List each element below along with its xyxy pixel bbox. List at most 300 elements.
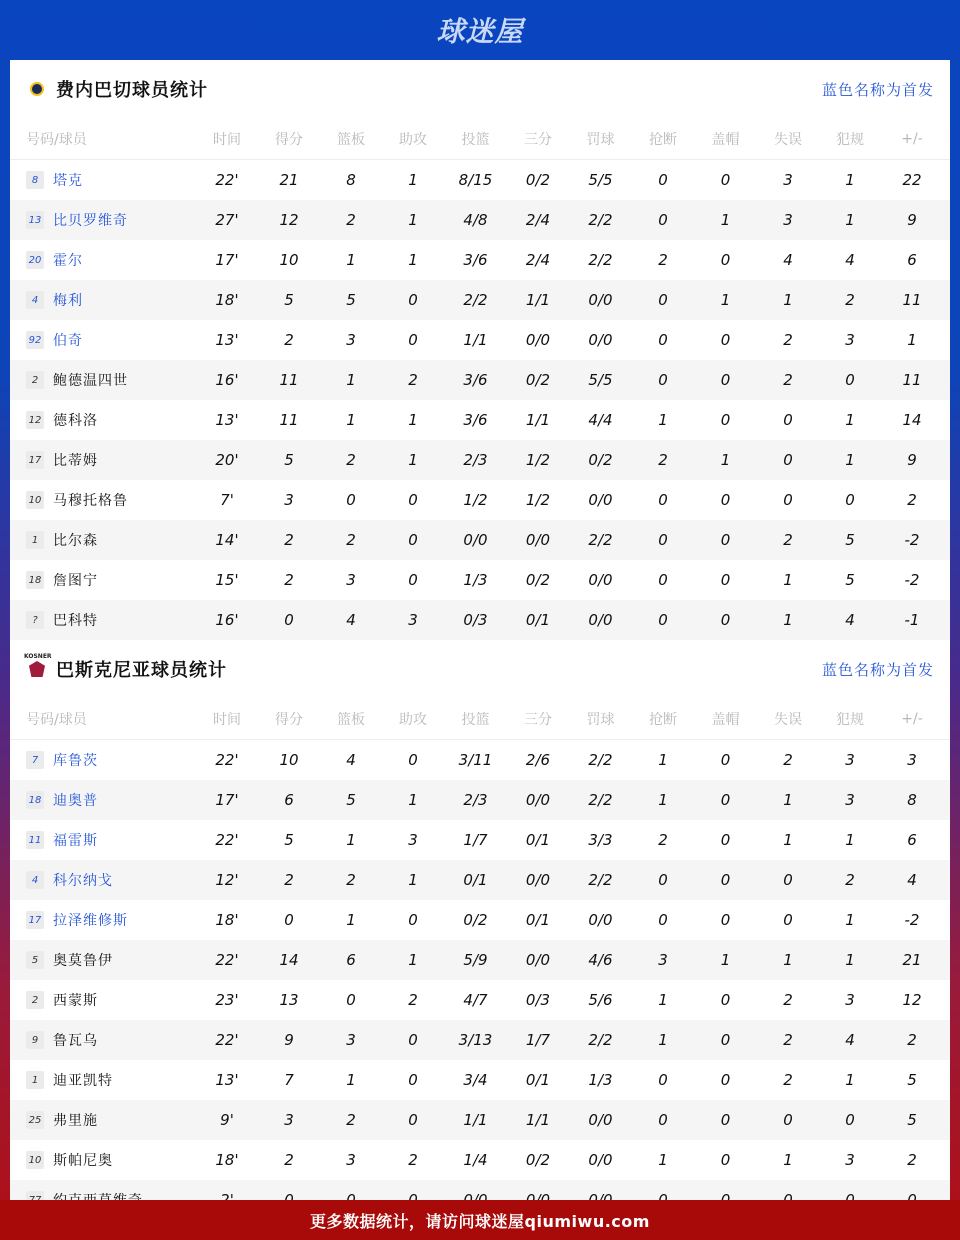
stat-cell: 1 [346,831,356,849]
player-cell [26,290,196,310]
stats-card [10,60,950,1200]
team-section [10,640,950,1220]
column-header[interactable]: 失误 [774,711,802,728]
player-name[interactable]: 迪亚凯特 [53,1073,113,1089]
stat-cell: 9' [220,1111,234,1129]
stat-cell: 1/2 [525,491,551,509]
stat-cell: -1 [904,611,920,629]
player-name[interactable]: 鲁瓦乌 [53,1033,98,1049]
table-row [10,860,950,900]
stat-cell: 1 [658,791,668,809]
column-header[interactable]: 罚球 [586,711,615,728]
stat-cell: 0/1 [525,831,551,849]
stat-cell: 0/0 [525,331,551,349]
stat-cell: 0/0 [588,331,613,349]
table-row [10,160,950,200]
player-cell [26,1070,196,1090]
stat-cell: 22 [902,171,922,189]
stat-cell: 0 [658,871,668,889]
stat-cell: 0/2 [525,571,551,589]
player-name[interactable]: 詹图宁 [53,573,98,589]
stat-cell: 16' [215,611,239,629]
table-row [10,400,950,440]
column-header[interactable]: 投篮 [461,131,490,148]
team-stats-title: 费内巴切球员统计 [56,80,208,101]
stat-cell: 3 [783,171,793,189]
column-header[interactable]: 盖帽 [711,131,740,148]
stat-cell: 5 [845,531,855,549]
stat-cell: 1 [408,451,418,469]
player-name[interactable]: 伯奇 [53,333,83,349]
footer-banner [0,1200,960,1240]
stat-cell: 1 [346,371,356,389]
player-name[interactable]: 梅利 [53,293,83,309]
player-cell [26,1110,196,1130]
stat-cell: 0/1 [525,911,551,929]
column-header[interactable]: +/- [901,710,923,727]
column-header[interactable]: +/- [901,130,923,147]
column-header[interactable]: 抢断 [649,711,677,728]
stat-cell: 2 [783,1071,793,1089]
stat-cell: 1 [783,791,793,809]
stat-cell: 0 [408,571,418,589]
team-stats-title: 巴斯克尼亚球员统计 [56,660,227,681]
column-header[interactable]: 投篮 [461,711,490,728]
stat-cell: 0 [720,751,731,769]
column-header[interactable]: 犯规 [836,131,864,148]
stat-cell: 0/0 [525,531,551,549]
stat-cell: 0/2 [463,911,488,929]
stat-cell: 22' [215,171,239,189]
stat-cell: 1 [783,571,793,589]
stat-cell: 5 [845,571,855,589]
stat-cell: 3 [284,1111,294,1129]
stat-cell: 4/4 [588,411,613,429]
stat-cell: 0/0 [588,611,613,629]
stat-cell: 1 [845,911,855,929]
badge-text: KOSNER [24,653,52,660]
stat-cell: 0 [845,1111,855,1129]
stat-cell: 1/1 [463,331,488,349]
stat-cell: 0 [720,371,731,389]
stat-cell: 1/4 [463,1151,488,1169]
stat-cell: 2 [907,1031,917,1049]
stat-cell: 2 [658,831,668,849]
player-name[interactable]: 霍尔 [53,253,83,269]
column-header[interactable]: 三分 [524,131,552,148]
stat-cell: 8 [907,791,917,809]
stat-cell: 4/6 [588,951,613,969]
stat-cell: 0 [720,791,731,809]
stat-cell: 1 [845,171,855,189]
jersey-number: 4 [26,871,44,889]
stat-cell: 3 [845,751,855,769]
stat-cell: 0 [658,571,668,589]
stat-cell: 2 [284,1151,294,1169]
stat-cell: 2 [284,571,294,589]
stat-cell: 3 [845,791,855,809]
stat-cell: 2/4 [525,251,551,269]
stat-cell: 8/15 [458,171,493,189]
table-row [10,1060,950,1100]
stat-cell: 1 [720,291,731,309]
player-cell [26,830,196,850]
stat-cell: 1/3 [463,571,488,589]
column-header[interactable]: 失误 [774,131,802,148]
table-row [10,780,950,820]
stat-cell: 12 [902,991,922,1009]
stat-cell: 0/3 [463,611,488,629]
stat-cell: 1 [346,411,356,429]
table-row [10,1100,950,1140]
stat-cell: 18' [215,911,239,929]
site-logo: 球迷屋 [436,15,524,48]
stat-cell: 5 [346,291,356,309]
player-name[interactable]: 福雷斯 [53,833,98,849]
player-name[interactable]: 比贝罗维奇 [53,213,128,229]
stat-cell: 9 [907,211,917,229]
column-header[interactable]: 号码/球员 [26,711,87,728]
stat-cell: 0 [720,911,731,929]
player-cell [26,490,196,510]
table-row [10,940,950,980]
jersey-number: 17 [26,911,44,929]
stat-cell: 2 [346,531,356,549]
column-header[interactable]: 罚球 [586,131,615,148]
stat-cell: 17' [215,791,239,809]
stat-cell: 1/2 [463,491,488,509]
column-header[interactable]: 时间 [213,711,241,728]
stat-cell: 3/6 [463,411,488,429]
player-name[interactable]: 弗里施 [53,1113,98,1129]
jersey-number: 25 [26,1111,44,1129]
stat-cell: 21 [279,171,299,189]
table-row [10,240,950,280]
stat-cell: 13' [215,331,239,349]
column-header[interactable]: 篮板 [337,131,365,148]
stat-cell: 0 [720,1031,731,1049]
stat-cell: 0/2 [525,371,551,389]
player-name[interactable]: 拉泽维修斯 [53,913,128,929]
stat-cell: 16' [215,371,239,389]
stat-cell: 3/3 [588,831,613,849]
stat-cell: 1 [845,451,855,469]
player-cell [26,530,196,550]
stat-cell: 2 [346,451,356,469]
stat-cell: 13 [279,991,299,1009]
column-header[interactable]: 助攻 [399,131,427,148]
stat-cell: 1 [907,331,917,349]
stat-cell: 1 [408,871,418,889]
player-cell [26,1030,196,1050]
player-cell [26,1150,196,1170]
table-row [10,360,950,400]
stat-cell: 1 [408,411,418,429]
stat-cell: 0 [720,171,731,189]
jersey-number: 7 [26,751,44,769]
player-name[interactable]: 库鲁茨 [53,753,98,769]
stat-cell: 1/1 [463,1111,488,1129]
stat-cell: 18' [215,291,239,309]
player-name[interactable]: 塔克 [53,173,83,189]
stat-cell: 0/0 [588,291,613,309]
stat-cell: 2 [284,871,294,889]
player-name[interactable]: 西蒙斯 [53,993,98,1009]
stat-cell: 2 [845,291,855,309]
stat-cell: 2 [408,991,418,1009]
stat-cell: 1 [408,211,418,229]
stat-cell: 0/0 [588,1151,613,1169]
section-header [10,60,950,118]
stat-cell: 14' [215,531,239,549]
stat-cell: 0 [783,1111,793,1129]
stat-cell: 1 [783,611,793,629]
stat-cell: 2/4 [525,211,551,229]
stat-cell: 0 [720,1111,731,1129]
player-name[interactable]: 斯帕尼奥 [53,1153,113,1169]
table-row [10,600,950,640]
stat-cell: 2 [845,871,855,889]
fenerbahce-badge-icon [26,76,48,102]
player-cell [26,750,196,770]
stat-cell: 1 [783,291,793,309]
stat-cell: 1/2 [525,451,551,469]
stat-cell: 1 [658,751,668,769]
stat-cell: 1/1 [525,291,551,309]
player-name[interactable]: 奥莫鲁伊 [53,953,113,969]
stat-cell: 0 [720,491,731,509]
stat-cell: 2/2 [588,871,613,889]
column-header[interactable]: 时间 [213,131,241,148]
table-row [10,440,950,480]
stat-cell: 5 [284,831,294,849]
player-name[interactable]: 比蒂姆 [53,453,98,469]
player-name[interactable]: 巴科特 [53,613,98,629]
stat-cell: 3 [408,831,418,849]
stat-cell: 0 [720,991,731,1009]
stat-cell: 1 [845,411,855,429]
stat-cell: 1 [658,991,668,1009]
jersey-number: 5 [26,951,44,969]
stat-cell: 21 [902,951,922,969]
stat-cell: 3 [845,991,855,1009]
jersey-number: 8 [26,171,44,189]
column-header[interactable]: 犯规 [836,711,864,728]
stat-cell: 0 [658,211,668,229]
stat-cell: 2/3 [463,791,488,809]
stat-cell: 2 [408,371,418,389]
stat-cell: 0 [720,411,731,429]
table-row [10,560,950,600]
stat-cell: 11 [902,371,922,389]
stat-cell: 3 [408,611,418,629]
team-title [26,76,208,102]
column-header[interactable]: 得分 [275,711,303,728]
stat-cell: 1 [408,171,418,189]
stat-cell: 0 [346,491,356,509]
stat-cell: 0 [720,1071,731,1089]
stat-cell: 1 [783,1151,793,1169]
stat-cell: 0 [720,571,731,589]
player-name[interactable]: 马穆托格鲁 [53,493,128,509]
stat-cell: 27' [215,211,239,229]
stat-cell: 0 [658,611,668,629]
stat-cell: 2 [346,1111,356,1129]
player-cell [26,410,196,430]
column-header[interactable]: 盖帽 [711,711,740,728]
stat-cell: 1 [346,911,356,929]
player-name[interactable]: 科尔纳戈 [53,873,113,889]
player-cell [26,210,196,230]
jersey-number: 2 [26,991,44,1009]
jersey-number: 1 [26,531,44,549]
column-header[interactable]: 抢断 [649,131,677,148]
stat-cell: 3 [907,751,917,769]
starter-legend: 蓝色名称为首发 [821,80,934,99]
stat-cell: 1 [408,251,418,269]
column-header[interactable]: 号码/球员 [26,131,87,148]
stat-cell: 18' [215,1151,239,1169]
stat-cell: 4 [845,611,855,629]
stat-cell: 10 [279,251,299,269]
stat-cell: 0 [284,911,294,929]
stat-cell: 1 [783,831,793,849]
stat-cell: 0 [720,251,731,269]
stat-cell: 11 [279,411,299,429]
stat-cell: 6 [907,251,917,269]
stat-cell: 2 [284,531,294,549]
stat-cell: 12' [215,871,239,889]
stat-cell: 1 [845,1071,855,1089]
jersey-number: 17 [26,451,44,469]
stat-cell: 1 [658,1151,668,1169]
stat-cell: 0 [658,1111,668,1129]
stat-cell: 0 [720,331,731,349]
stat-cell: 3 [783,211,793,229]
stat-cell: 0 [408,1031,418,1049]
stat-cell: 0 [658,371,668,389]
stat-cell: 0 [783,451,793,469]
jersey-number: 1 [26,1071,44,1089]
stat-cell: 0 [658,291,668,309]
stat-cell: 5/6 [588,991,613,1009]
stat-cell: 0 [408,1071,418,1089]
stat-cell: 3 [658,951,668,969]
stat-cell: 4 [346,751,356,769]
table-row [10,740,950,780]
stat-cell: 4 [346,611,356,629]
stat-cell: -2 [904,571,920,589]
stat-cell: 5 [284,451,294,469]
stat-cell: 0/0 [525,791,551,809]
stat-cell: 0 [658,911,668,929]
player-name[interactable]: 比尔森 [53,533,98,549]
stat-cell: 2/2 [588,251,613,269]
jersey-number: 20 [26,251,44,269]
player-cell [26,950,196,970]
jersey-number: 10 [26,1151,44,1169]
stat-cell: 4/8 [463,211,488,229]
stat-cell: 6 [284,791,294,809]
section-header [10,640,950,698]
stat-cell: 1 [408,951,418,969]
stat-cell: 0/0 [588,571,613,589]
column-header[interactable]: 得分 [275,131,303,148]
player-name[interactable]: 鲍德温四世 [53,373,128,389]
stat-cell: 1/7 [525,1031,551,1049]
stat-cell: 2 [284,331,294,349]
stat-cell: 1 [346,251,356,269]
stat-cell: 2 [658,251,668,269]
stat-cell: 13' [215,1071,239,1089]
stat-cell: 0 [783,411,793,429]
stat-cell: 2 [783,331,793,349]
stat-cell: 1/7 [463,831,488,849]
stat-cell: 3 [845,1151,855,1169]
jersey-number: ? [26,611,44,629]
stat-cell: 2 [907,1151,917,1169]
stat-cell: 4/7 [463,991,488,1009]
jersey-number: 4 [26,291,44,309]
stat-cell: 7 [284,1071,294,1089]
stat-cell: 2 [346,871,356,889]
player-name[interactable]: 迪奥普 [53,793,98,809]
stat-cell: 1 [658,1031,668,1049]
stat-cell: 3 [284,491,294,509]
baskonia-badge-icon [24,653,52,682]
jersey-number: 18 [26,791,44,809]
player-cell [26,450,196,470]
stat-cell: 15' [215,571,239,589]
stat-cell: 0/0 [588,911,613,929]
stat-cell: 0 [658,1071,668,1089]
column-header[interactable]: 助攻 [399,711,427,728]
team-title [24,653,227,682]
column-header[interactable]: 篮板 [337,711,365,728]
stat-cell: 0 [284,611,294,629]
stat-cell: 0/0 [588,1111,613,1129]
stat-cell: 9 [907,451,917,469]
stat-cell: 11 [279,371,299,389]
stat-cell: 0 [408,491,418,509]
top-banner [0,0,960,60]
stat-cell: 5 [907,1111,917,1129]
player-name[interactable]: 德科洛 [53,413,98,429]
jersey-number: 10 [26,491,44,509]
stat-cell: 5 [907,1071,917,1089]
column-header[interactable]: 三分 [524,711,552,728]
stat-cell: 23' [215,991,239,1009]
player-cell [26,610,196,630]
stat-cell: 2 [907,491,917,509]
stat-cell: 0 [408,1111,418,1129]
player-cell [26,910,196,930]
stat-cell: 1 [408,791,418,809]
table-row [10,320,950,360]
stat-cell: 0 [408,911,418,929]
stat-cell: 2/2 [588,1031,613,1049]
player-cell [26,170,196,190]
stat-cell: 1 [720,211,731,229]
stat-cell: 0 [720,611,731,629]
stat-cell: 5 [346,791,356,809]
stat-cell: 2/6 [525,751,551,769]
stat-cell: 2/2 [588,751,613,769]
table-header [10,118,950,160]
stat-cell: 22' [215,751,239,769]
stat-cell: 4 [845,251,855,269]
stat-cell: 0 [658,491,668,509]
